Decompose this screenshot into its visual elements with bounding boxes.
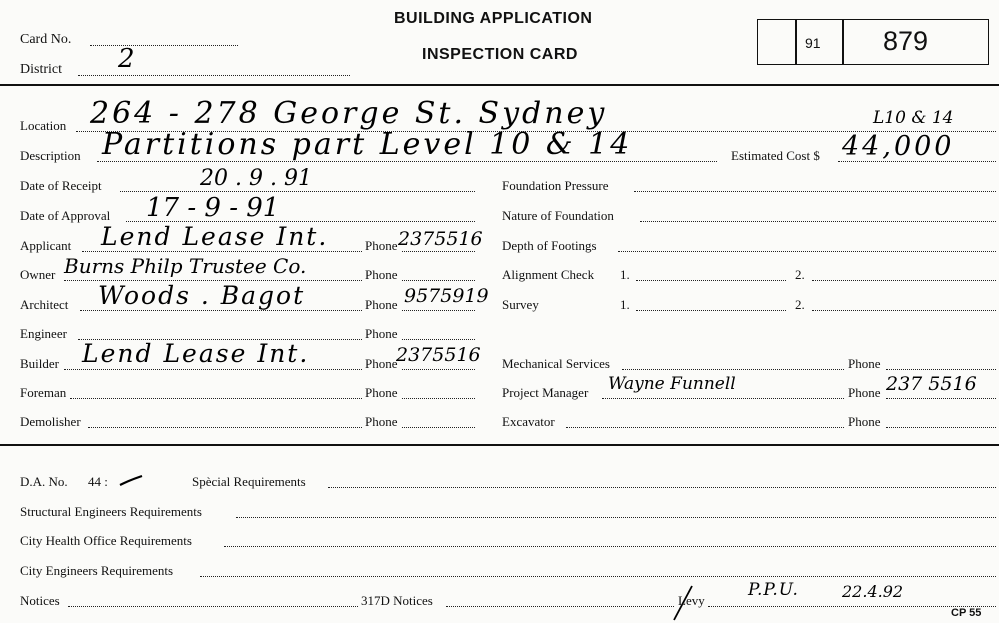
project-manager-line (602, 398, 844, 399)
mechanical-phone-line (886, 369, 996, 370)
applicant-value: Lend Lease Int. (101, 222, 329, 251)
demolisher-line (88, 427, 362, 428)
architect-phone-value: 9575919 (404, 285, 489, 307)
date-approval-label: Date of Approval (20, 208, 111, 223)
engineer-label: Engineer (20, 326, 67, 341)
builder-phone-line (402, 369, 475, 370)
alignment-check-label: Alignment Check (502, 267, 595, 282)
location-note: L10 & 14 (873, 108, 954, 128)
owner-value: Burns Philp Trustee Co. (64, 254, 307, 278)
mechanical-line (622, 369, 844, 370)
alignment-line-2 (812, 280, 996, 281)
architect-phone-line (402, 310, 475, 311)
header-rule (0, 84, 999, 86)
mechanical-phone-label: Phone (848, 356, 881, 371)
builder-value: Lend Lease Int. (82, 339, 310, 368)
location-label: Location (20, 118, 67, 133)
alignment-line-1 (636, 280, 786, 281)
depth-footings-label: Depth of Footings (502, 238, 597, 253)
form-code: CP 55 (951, 607, 982, 619)
survey-label: Survey (502, 297, 539, 312)
project-manager-phone-label: Phone (848, 385, 881, 400)
alignment-num-2: 2. (795, 267, 805, 282)
foreman-line (70, 398, 362, 399)
excavator-phone-line (886, 427, 996, 428)
foreman-label: Foreman (20, 385, 67, 400)
title-line-1: BUILDING APPLICATION (394, 10, 593, 27)
survey-line-2 (812, 310, 996, 311)
demolisher-label: Demolisher (20, 414, 81, 429)
middle-rule (0, 444, 999, 446)
depth-footings-line (618, 251, 996, 252)
date-receipt-label: Date of Receipt (20, 178, 102, 193)
date-receipt-line (120, 191, 475, 192)
project-manager-label: Project Manager (502, 385, 589, 400)
demolisher-phone-line (402, 427, 475, 428)
owner-label: Owner (20, 267, 56, 282)
project-manager-phone-value: 237 5516 (886, 373, 977, 395)
applicant-phone-label: Phone (365, 238, 398, 253)
builder-phone-label: Phone (365, 356, 398, 371)
applicant-label: Applicant (20, 238, 72, 253)
district-value: 2 (118, 44, 135, 74)
box-divider-1 (795, 19, 797, 65)
health-label: City Health Office Requirements (20, 533, 192, 548)
builder-phone-value: 2375516 (396, 344, 481, 366)
nature-foundation-label: Nature of Foundation (502, 208, 614, 223)
card-no-label: Card No. (20, 32, 72, 47)
structural-line (236, 517, 996, 518)
nature-foundation-line (640, 221, 996, 222)
estimated-cost-label: Estimated Cost $ (731, 148, 820, 163)
builder-label: Builder (20, 356, 59, 371)
title-line-2: INSPECTION CARD (422, 46, 578, 63)
date-receipt-value: 20 . 9 . 91 (200, 166, 312, 191)
description-value: Partitions part Level 10 & 14 (102, 127, 633, 162)
excavator-label: Excavator (502, 414, 555, 429)
foundation-pressure-line (634, 191, 996, 192)
survey-num-1: 1. (620, 297, 630, 312)
project-manager-value: Wayne Funnell (608, 374, 736, 394)
foreman-phone-line (402, 398, 475, 399)
applicant-phone-value: 2375516 (398, 228, 483, 250)
demolisher-phone-label: Phone (365, 414, 398, 429)
owner-phone-line (402, 280, 475, 281)
survey-num-2: 2. (795, 297, 805, 312)
notices-317d-label: 317D Notices (361, 593, 433, 608)
builder-line (64, 369, 362, 370)
engineer-phone-line (402, 339, 475, 340)
box-number: 879 (883, 26, 929, 56)
da-dash-mark (118, 474, 144, 488)
applicant-line (82, 251, 362, 252)
notices-label: Notices (20, 593, 60, 608)
city-engineers-label: City Engineers Requirements (20, 563, 174, 578)
special-requirements-label: Spècial Requirements (192, 474, 306, 489)
foundation-pressure-label: Foundation Pressure (502, 178, 609, 193)
notices-line (68, 606, 358, 607)
architect-value: Woods . Bagot (98, 281, 306, 310)
levy-label: Levy (678, 593, 705, 608)
foreman-phone-label: Phone (365, 385, 398, 400)
notices-317d-line (446, 606, 674, 607)
city-engineers-line (200, 576, 996, 577)
description-label: Description (20, 148, 81, 163)
da-label: D.A. No. (20, 474, 68, 489)
owner-phone-label: Phone (365, 267, 398, 282)
architect-label: Architect (20, 297, 69, 312)
levy-value: P.P.U. (748, 580, 799, 600)
health-line (224, 546, 996, 547)
alignment-num-1: 1. (620, 267, 630, 282)
levy-date: 22.4.92 (842, 582, 904, 601)
card-number-box (757, 19, 989, 65)
survey-line-1 (636, 310, 786, 311)
project-manager-phone-line (886, 398, 996, 399)
card-no-line (90, 45, 238, 46)
architect-line (80, 310, 362, 311)
box-divider-2 (842, 19, 844, 65)
district-label: District (20, 62, 62, 77)
architect-phone-label: Phone (365, 297, 398, 312)
district-line (78, 75, 350, 76)
box-prefix: 91 (805, 35, 821, 51)
special-requirements-line (328, 487, 996, 488)
da-value: 44 : (88, 474, 108, 489)
date-approval-value: 17 - 9 - 91 (146, 193, 280, 223)
engineer-phone-label: Phone (365, 326, 398, 341)
location-value: 264 - 278 George St. Sydney (90, 96, 608, 131)
structural-label: Structural Engineers Requirements (20, 504, 202, 519)
excavator-phone-label: Phone (848, 414, 881, 429)
excavator-line (566, 427, 844, 428)
applicant-phone-line (402, 251, 475, 252)
mechanical-label: Mechanical Services (502, 356, 610, 371)
estimated-cost-value: 44,000 (842, 131, 955, 162)
